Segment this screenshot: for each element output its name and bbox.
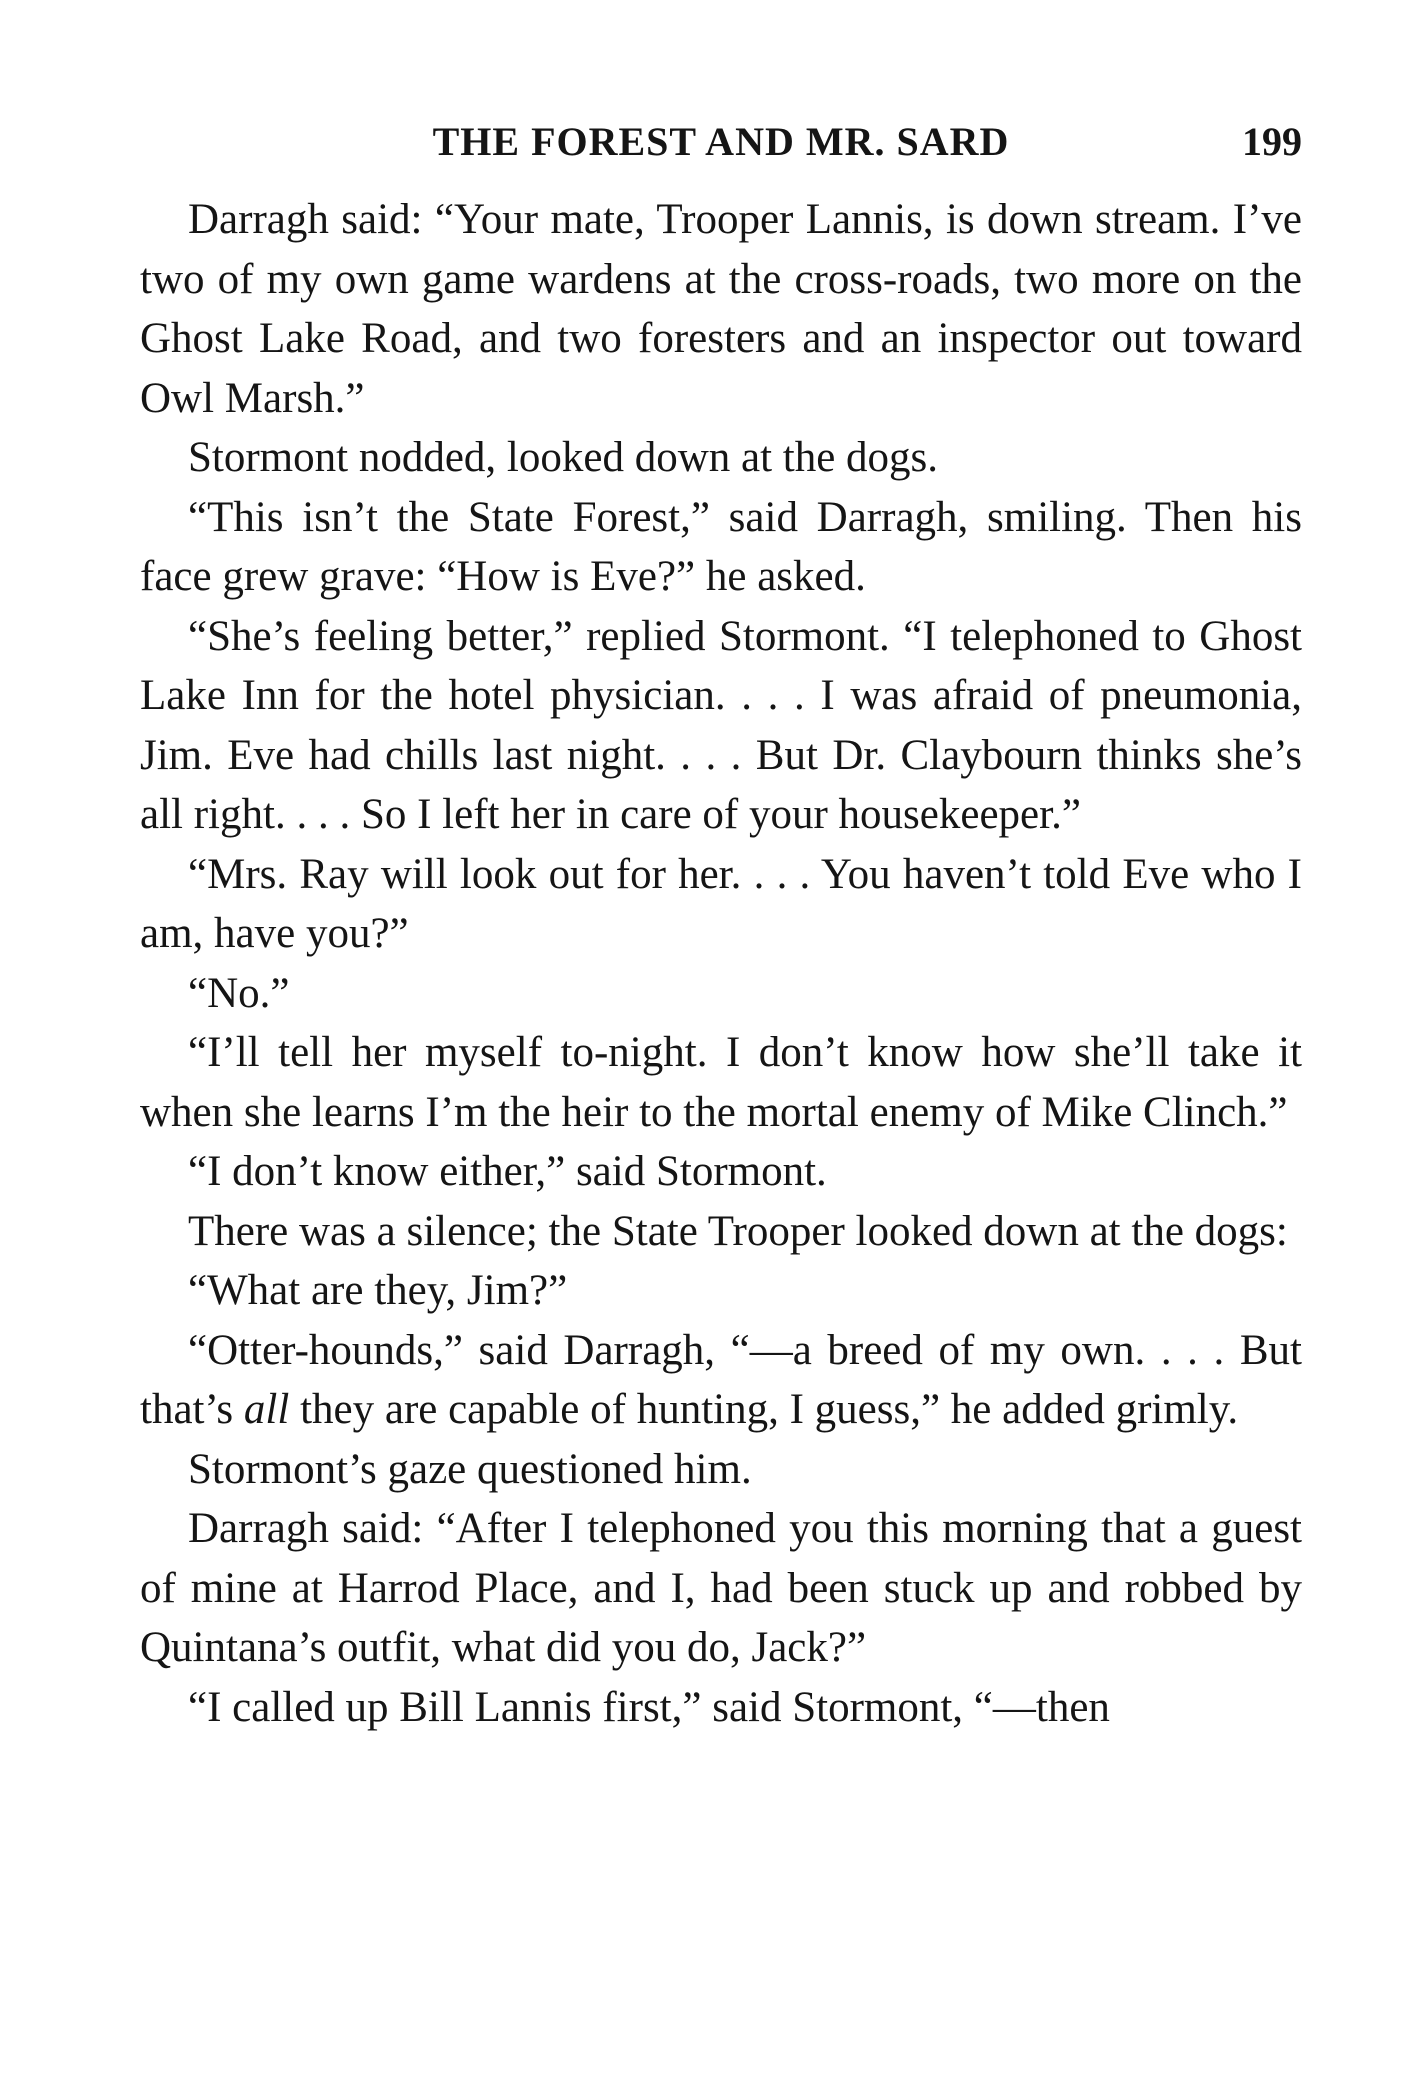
paragraph-11	[140, 1321, 1302, 1440]
page-number: 199	[1242, 119, 1302, 164]
paragraph-13: Darragh said: “After I telephoned you this morning that a guest of mine at Harrod Place, and I, had been stuck up and robbed by Quintana’s outfit, what did you do, Jack?”	[140, 1505, 1302, 1671]
paragraph-7: “I’ll tell her myself to-night. I don’t know how she’ll take it when she learns I’m the heir to the mortal enemy of Mike Clinch.”	[140, 1029, 1302, 1136]
paragraph-11-after: they are capable of hunting, I guess,” he added grimly.	[289, 1386, 1239, 1433]
paragraph-1: Darragh said: “Your mate, Trooper Lannis, is down stream. I’ve two of my own game wardens at the cross-roads, two more on the Ghost Lake Road, and two foresters and an inspector out toward Owl Marsh.”	[140, 196, 1302, 422]
paragraph-14: “I called up Bill Lannis first,” said Stormont, “—then	[188, 1683, 1110, 1731]
paragraph-11-before: “Otter-hounds,” said Darragh, “—a breed of my own. . . . But that’s	[140, 1326, 1302, 1433]
emphasis-all: all	[243, 1386, 290, 1433]
body-text	[140, 190, 1302, 1737]
paragraph-2: Stormont nodded, looked down at the dogs.	[188, 434, 939, 481]
paragraph-5: “Mrs. Ray will look out for her. . . . You haven’t told Eve who I am, have you?”	[140, 850, 1302, 957]
paragraph-3: “This isn’t the State Forest,” said Darragh, smiling. Then his face grew grave: “How is Eve?” he asked.	[140, 493, 1302, 600]
running-header	[140, 112, 1302, 172]
paragraph-4: “She’s feeling better,” replied Stormont. “I telephoned to Ghost Lake Inn for the hotel physician. . . . I was afraid of pneumonia, Jim. Eve had chills last night. . . . But Dr. Claybourn thinks she’s all right. . . . So I left her in care of your housekeeper.”	[140, 612, 1302, 838]
paragraph-6: “No.”	[188, 969, 290, 1017]
paragraph-8: “I don’t know either,” said Stormont.	[188, 1148, 827, 1195]
paragraph-12: Stormont’s gaze questioned him.	[188, 1445, 752, 1493]
running-title: THE FOREST AND MR. SARD	[432, 119, 1010, 164]
paragraph-10: “What are they, Jim?”	[188, 1267, 568, 1314]
paragraph-9: There was a silence; the State Trooper looked down at the dogs:	[188, 1207, 1288, 1255]
